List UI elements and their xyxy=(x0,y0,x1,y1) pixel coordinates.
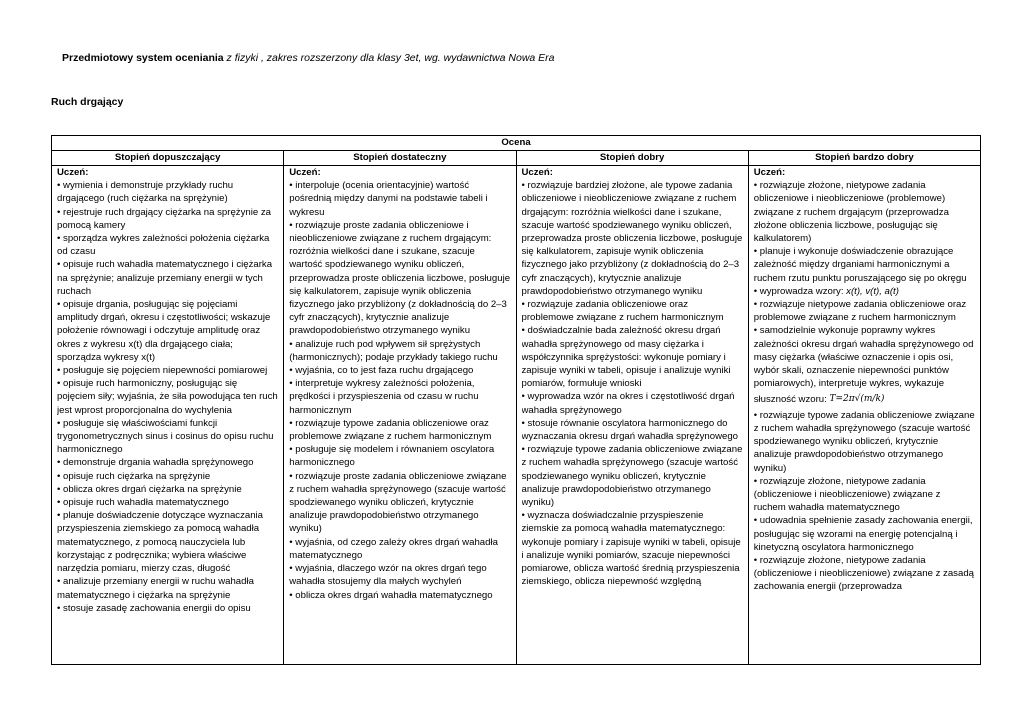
list-item: • posługuje się pojęciem niepewności pomiarowej xyxy=(57,365,268,377)
section-title: Ruch drgający xyxy=(51,96,124,108)
list-item: • rozwiązuje zadania obliczeniowe oraz problemowe związane z ruchem harmonicznym xyxy=(521,299,724,324)
cell-dopuszczajacy xyxy=(52,166,284,665)
list-item: • planuje doświadczenie dotyczące wyznaczania przyspieszenia ziemskiego za pomocą wahadła matematycznego, z pomocą nauczyciela lub korzystając z podręcznika; wybiera właściwe narzędzia pomiaru, mierzy czas, długość xyxy=(57,510,264,575)
column-header-bardzo-dobry: Stopień bardzo dobry xyxy=(748,151,980,166)
list-item: • opisuje drgania, posługując się pojęciami amplitudy drgań, okresu i częstotliwości; wskazuje położenie równowagi i odczytuje amplitudę oraz okres z wykresu x(t) dla drgającego ciała; sporządza wykresy x(t) xyxy=(57,299,271,363)
list-item: • rozwiązuje proste zadania obliczeniowe i nieobliczeniowe związane z ruchem drgającym: rozróżnia wielkości dane i szukane, szacuje wartość spodziewanego wyniku obliczeń, przeprowadza proste obliczenia liczbowe, posługuje się kalkulatorem, zapisuje wynik obliczenia fizycznego jako przybliżony (z dokładnością do 2–3 cyfr znaczących), krytycznie analizuje prawdopodobieństwo otrzymanego wyniku xyxy=(289,219,511,337)
list-item xyxy=(754,393,975,406)
cell-title: Uczeń: xyxy=(289,167,321,178)
list-item: • opisuje ruch wahadła matematycznego xyxy=(57,497,229,509)
header-title: Przedmiotowy system oceniania xyxy=(62,52,224,64)
list-item: • stosuje równanie oscylatora harmonicznego do wyznaczania okresu drgań wahadła sprężynowego xyxy=(521,417,739,443)
list-item: • rozwiązuje nietypowe zadania obliczeniowe oraz problemowe związane z ruchem harmonicznym xyxy=(753,299,967,324)
column-header-dostateczny: Stopień dostateczny xyxy=(284,151,516,166)
cell-bardzo-dobry xyxy=(748,166,980,665)
list-item: • wyjaśnia, dlaczego wzór na okres drgań tego wahadła stosujemy dla małych wychyleń xyxy=(289,563,487,588)
list-item: • wyznacza doświadczalnie przyspieszenie ziemskie za pomocą wahadła matematycznego: wykonuje pomiary i zapisuje wyniki w tabeli, opisuje i analizuje wyniki pomiarów, szacuje niepewności pomiarowe, oblicza wartość średnią przyspieszenia ziemskiego, oblicza niepewność względną xyxy=(521,510,741,588)
list-item: • analizuje ruch pod wpływem sił sprężystych (harmonicznych); podaje przykłady takiego ruchu xyxy=(289,338,498,363)
list-item: • wyjaśnia, od czego zależy okres drgań wahadła matematycznego xyxy=(289,536,498,561)
cell-dobry xyxy=(516,166,748,665)
list-item: • opisuje ruch ciężarka na sprężynie xyxy=(57,470,211,482)
list-item: • rozwiązuje typowe zadania obliczeniowe związane z ruchem wahadła sprężynowego (szacuje wartość spodziewanego wyniku obliczeń, krytycznie analizuje prawdopodobieństwo otrzymanego wyniku) xyxy=(753,409,975,474)
list-item: • udowadnia spełnienie zasady zachowania energii, posługując się wzorami na energię potencjalną i kinetyczną oscylatora harmonicznego xyxy=(753,515,973,553)
list-item: • interpretuje wykresy zależności położenia, prędkości i przyspieszenia od czasu w ruchu harmonicznym xyxy=(289,378,479,416)
list-item: • wyprowadza wzór na okres i częstotliwość drgań wahadła sprężynowego xyxy=(521,391,735,416)
list-item: • oblicza okres drgań ciężarka na sprężynie xyxy=(57,483,242,495)
header-subtitle: z fizyki , zakres rozszerzony dla klasy 3et, wg. wydawnictwa Nowa Era xyxy=(223,52,555,64)
list-item: • rozwiązuje złożone, nietypowe zadania (obliczeniowe i nieobliczeniowe) związane z ruchem wahadła matematycznego xyxy=(753,475,941,514)
list-item xyxy=(754,285,975,298)
cell-title: Uczeń: xyxy=(57,167,89,178)
cell-title: Uczeń: xyxy=(521,167,553,178)
document-header xyxy=(62,52,555,64)
list-item: • planuje i wykonuje doświadczenie obrazujące zależność między drganiami harmonicznymi a ruchem rzutu punktu poruszającego się po okręgu xyxy=(753,246,967,284)
list-item: • stosuje zasadę zachowania energii do opisu xyxy=(57,602,251,614)
list-item: • posługuje się właściwościami funkcji trygonometrycznych sinus i cosinus do opisu ruchu harmonicznego xyxy=(57,417,274,456)
list-item: • opisuje ruch harmoniczny, posługując się pojęciem siły; wyjaśnia, że siła powodująca ten ruch jest wprost proporcjonalna do wychylenia xyxy=(57,378,278,416)
list-item: • sporządza wykres zależności położenia ciężarka od czasu xyxy=(57,233,270,258)
list-item: • wyjaśnia, co to jest faza ruchu drgającego xyxy=(289,365,474,377)
list-item: • rozwiązuje typowe zadania obliczeniowe oraz problemowe związane z ruchem harmonicznym xyxy=(289,417,492,443)
list-item: • demonstruje drgania wahadła sprężynowego xyxy=(57,457,254,469)
cell-dostateczny xyxy=(284,166,516,665)
table-caption: Ocena xyxy=(52,136,981,151)
column-header-dopuszczajacy: Stopień dopuszczający xyxy=(52,151,284,166)
list-item: • posługuje się modelem i równaniem oscylatora harmonicznego xyxy=(289,444,495,469)
list-item: • rozwiązuje proste zadania obliczeniowe związane z ruchem wahadła sprężynowego (szacuje wartość spodziewanego wyniku obliczeń, krytycznie analizuje prawdopodobieństwo otrzymanego wyniku) xyxy=(289,470,507,535)
grading-table xyxy=(51,135,981,665)
list-item: • wymienia i demonstruje przykłady ruchu drgającego (ruch ciężarka na sprężynie) xyxy=(57,180,234,205)
cell-title: Uczeń: xyxy=(753,167,786,178)
list-item: • rozwiązuje złożone, nietypowe zadania (obliczeniowe i nieobliczeniowe) związane z zasadą zachowania energii (przeprowadza xyxy=(753,555,974,593)
list-item: • samodzielnie wykonuje poprawny wykres zależności okresu drgań wahadła sprężynowego od masy ciężarka (właściwe oznaczenie i opis osi, wybór skali, oznaczenie niepewności punktów pomiarowych), interpretuje wykres, wykazuje xyxy=(753,325,974,390)
formula-variables: x(t), v(t), a(t) xyxy=(846,285,899,297)
item-text: słuszność wzoru: xyxy=(753,394,830,406)
item-text: • wyprowadza wzory: xyxy=(753,285,847,297)
list-item: • rejestruje ruch drgający ciężarka na sprężynie za pomocą kamery xyxy=(57,206,271,231)
list-item: • doświadczalnie bada zależność okresu drgań wahadła sprężynowego od masy ciężarka i współczynnika sprężystości: wykonuje pomiary i zapisuje wyniki w tabeli, opisuje i analizuje wyniki pomiarów, formułuje wnioski xyxy=(521,325,731,390)
list-item: • oblicza okres drgań wahadła matematycznego xyxy=(289,589,493,601)
column-headers xyxy=(52,151,981,166)
column-header-dobry: Stopień dobry xyxy=(516,151,748,166)
list-item: • interpoluje (ocenia orientacyjnie) wartość pośrednią między danymi na podstawie tabeli i wykresu xyxy=(289,180,488,218)
list-item: • analizuje przemiany energii w ruchu wahadła matematycznego i ciężarka na sprężynie xyxy=(57,576,254,601)
list-item: • rozwiązuje złożone, nietypowe zadania obliczeniowe i nieobliczeniowe (problemowe) związane z ruchem drgającym (przeprowadza złożone obliczenia liczbowe, posługując się kalkulatorem) xyxy=(753,180,949,245)
list-item: • opisuje ruch wahadła matematycznego i ciężarka na sprężynie; analizuje przemiany energii w tych ruchach xyxy=(57,259,273,297)
period-formula: T=2π√(m/k) xyxy=(829,394,885,405)
list-item: • rozwiązuje typowe zadania obliczeniowe związane z ruchem wahadła sprężynowego (szacuje wartość spodziewanego wyniku obliczeń, krytycznie analizuje prawdopodobieństwo otrzymanego wyniku) xyxy=(521,444,743,509)
list-item: • rozwiązuje bardziej złożone, ale typowe zadania obliczeniowe i nieobliczeniowe związane z ruchem drgającym: rozróżnia wielkości dane i szukane, szacuje wartość spodziewanego wyniku obliczeń, przeprowadza proste obliczenia liczbowe, posługuje się kalkulatorem, zapisuje wynik obliczenia fizycznego jako przybliżony (z dokładnością do 2–3 cyfr znaczących), krytycznie analizuje prawdopodobieństwo otrzymanego wyniku xyxy=(521,180,743,297)
